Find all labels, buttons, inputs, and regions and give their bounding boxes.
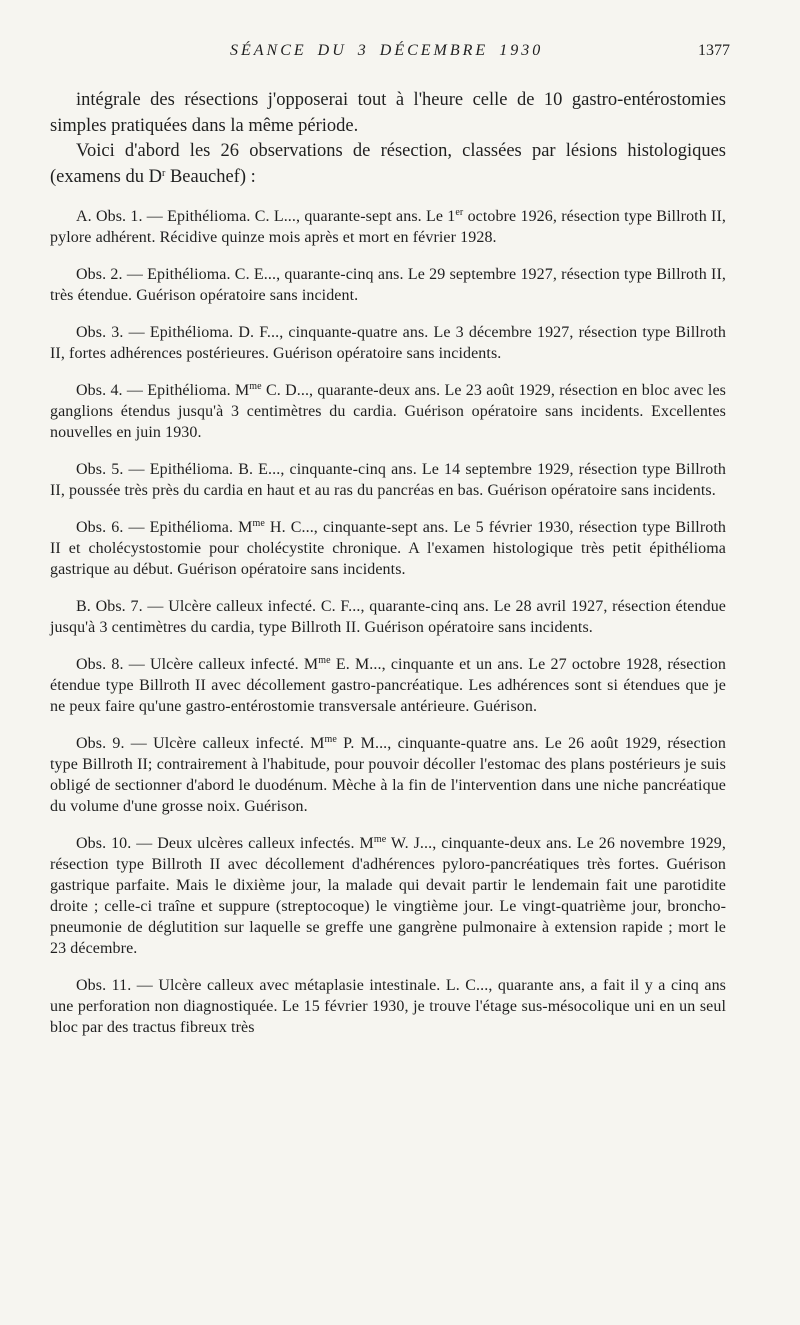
- observation-paragraph: [50, 654, 726, 717]
- intro-paragraph: intégrale des résections j'opposerai tout à l'heure celle de 10 gastro-entérostomies simples pratiquées dans la même période.: [50, 90, 726, 136]
- observation-paragraph: [50, 833, 726, 959]
- obs-text: B. Obs. 7. — Ulcère calleux infecté. C. F..., quarante-cinq ans. Le 28 avril 1927, résection étendue jusqu'à 3 centimètres du cardia, type Billroth II. Guérison opératoire sans incidents.: [50, 598, 726, 636]
- intro: [50, 88, 726, 190]
- intro-text: Beauchef) :: [165, 166, 256, 187]
- observation-paragraph: [50, 380, 726, 443]
- observation-paragraph: [50, 322, 726, 364]
- obs-text: Obs. 4. — Epithélioma. M: [76, 382, 250, 399]
- obs-text: octobre 1926, résection type Billroth II, pylore adhérent. Récidive quinze mois après et mort en février 1928.: [50, 208, 726, 246]
- obs-text: Obs. 5. — Epithélioma. B. E..., cinquante-cinq ans. Le 14 septembre 1929, résection type Billroth II, poussée très près du cardia en haut et au ras du pancréas en bas. Guérison opératoire sans incidents.: [50, 461, 726, 499]
- observation-paragraph: [50, 596, 726, 638]
- running-head: [230, 40, 730, 64]
- obs-text: Obs. 9. — Ulcère calleux infecté. M: [76, 735, 325, 752]
- superscript: me: [373, 834, 387, 845]
- obs-text: E. M..., cinquante et un ans. Le 27 octobre 1928, résection étendue type Billroth II avec décollement gastro-pancréatique. Les adhérences sont si étendues que je ne peux faire qu'une gastro-entérostomie transversale antérieure. Guérison.: [50, 656, 727, 715]
- obs-text: Obs. 6. — Epithélioma. M: [76, 519, 253, 536]
- superscript: me: [318, 655, 331, 666]
- superscript: me: [252, 518, 265, 529]
- obs-text: C. D..., quarante-deux ans. Le 23 août 1929, résection en bloc avec les ganglions étendus jusqu'à 3 centimètres du cardia. Guérison opératoire sans incidents. Excellentes nouvelles en juin 1930.: [50, 382, 726, 441]
- superscript: me: [249, 381, 262, 392]
- observation-paragraph: [50, 733, 726, 817]
- superscript: me: [324, 734, 337, 745]
- superscript: er: [455, 207, 464, 218]
- obs-text: Obs. 10. — Deux ulcères calleux infectés. M: [76, 835, 374, 852]
- obs-text: H. C..., cinquante-sept ans. Le 5 février 1930, résection type Billroth II et cholécystostomie pour cholécystite chronique. A l'examen histologique très petit épithélioma gastrique au début. Guérison opératoire sans incidents.: [50, 519, 726, 578]
- obs-text: Obs. 2. — Epithélioma. C. E..., quarante-cinq ans. Le 29 septembre 1927, résection type Billroth II, très étendue. Guérison opératoire sans incident.: [50, 266, 726, 304]
- obs-text: A. Obs. 1. — Epithélioma. C. L..., quarante-sept ans. Le 1: [76, 208, 456, 225]
- page-number: 1377: [698, 42, 730, 59]
- intro-paragraph: [50, 139, 726, 190]
- observation-paragraph: [50, 517, 726, 580]
- observations-list: [50, 206, 726, 1038]
- observation-paragraph: [50, 206, 726, 248]
- obs-text: Obs. 3. — Epithélioma. D. F..., cinquante-quatre ans. Le 3 décembre 1927, résection type Billroth II, fortes adhérences postérieures. Guérison opératoire sans incidents.: [50, 324, 726, 362]
- observation-paragraph: [50, 264, 726, 306]
- obs-text: Obs. 8. — Ulcère calleux infecté. M: [76, 656, 319, 673]
- running-title: SÉANCE DU 3 DÉCEMBRE 1930: [230, 42, 544, 59]
- observation-paragraph: [50, 975, 726, 1038]
- obs-text: Obs. 11. — Ulcère calleux avec métaplasie intestinale. L. C..., quarante ans, a fait il y a cinq ans une perforation non diagnostiquée. Le 15 février 1930, je trouve l'étage sus-mésocolique uni en un seul bloc par des tractus fibreux très: [50, 977, 726, 1036]
- body-text: [50, 88, 726, 1054]
- observation-paragraph: [50, 459, 726, 501]
- obs-text: W. J..., cinquante-deux ans. Le 26 novembre 1929, résection type Billroth II avec décollement d'adhérences pyloro-pancréatiques très fortes. Guérison gastrique parfaite. Mais le dixième jour, la malade qui devait partir le lendemain fait une parotidite droite ; celle-ci traîne et suppure (streptocoque) le vingtième jour. Le vingt-quatrième jour, broncho-pneumonie de déglutition sur laquelle se greffe une gangrène pulmonaire à extension rapide ; mort le 23 décembre.: [50, 835, 727, 957]
- obs-text: P. M..., cinquante-quatre ans. Le 26 août 1929, résection type Billroth II; contrairement à l'habitude, pour pouvoir décoller l'estomac des plans postérieurs je suis obligé de sectionner d'abord le duodénum. Mèche à la fin de l'intervention dans une niche pancréatique du volume d'une grosse noix. Guérison.: [50, 735, 726, 815]
- superscript: r: [162, 167, 166, 179]
- intro-text: Voici d'abord les 26 observations de résection, classées par lésions histologiques (examens du D: [50, 141, 726, 187]
